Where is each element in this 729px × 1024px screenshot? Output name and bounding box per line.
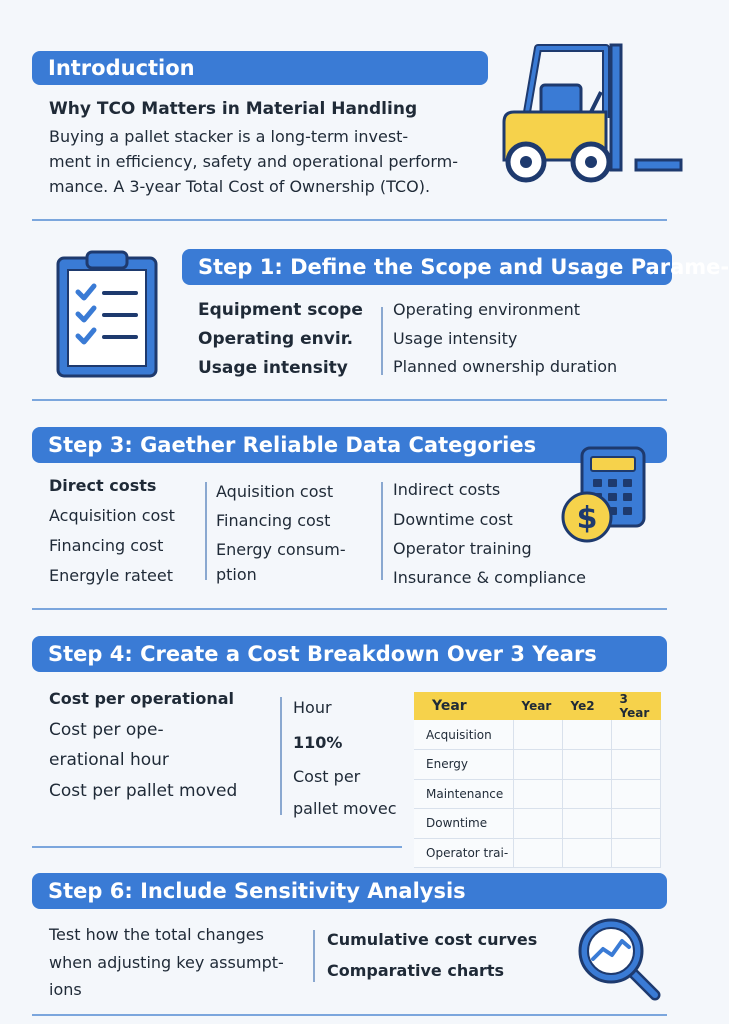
intro-line-2: ment in efficiency, safety and operational perform- bbox=[49, 152, 459, 171]
step4-banner: Step 4: Create a Cost Breakdown Over 3 Years bbox=[32, 636, 667, 672]
step1-right-3: Planned ownership duration bbox=[393, 357, 618, 376]
step1-left-2: Operating envir. bbox=[198, 329, 354, 349]
step4-left-3: Cost per pallet moved bbox=[49, 781, 238, 801]
table-row-label: Maintenance bbox=[414, 779, 514, 809]
step4-left-2: erational hour bbox=[49, 750, 169, 770]
step6-left-2: when adjusting key assumpt- bbox=[49, 953, 284, 972]
step4-left-1: Cost per ope- bbox=[49, 720, 164, 740]
step1-right-1: Operating environment bbox=[393, 300, 580, 319]
table-cell bbox=[514, 809, 563, 839]
cost-breakdown-table bbox=[414, 692, 661, 868]
table-cell bbox=[612, 809, 661, 839]
table-cell bbox=[563, 779, 612, 809]
step3-col2-1: Aquisition cost bbox=[216, 482, 334, 501]
divider-1 bbox=[32, 219, 667, 221]
step3-banner: Step 3: Gaether Reliable Data Categories bbox=[32, 427, 667, 463]
step4-mid-1: Hour bbox=[293, 698, 332, 717]
table-row bbox=[414, 750, 661, 780]
table-cell bbox=[514, 779, 563, 809]
svg-text:$: $ bbox=[576, 501, 598, 536]
step3-col2-2: Financing cost bbox=[216, 511, 331, 530]
table-cell bbox=[514, 838, 563, 868]
intro-line-3: mance. A 3-year Total Cost of Ownership (TCO). bbox=[49, 177, 431, 196]
step3-col1-1: Acquisition cost bbox=[49, 506, 175, 525]
step3-col1-3: Energyle rateet bbox=[49, 566, 174, 585]
table-cell bbox=[612, 750, 661, 780]
table-header-year-3: 3 Year bbox=[612, 692, 661, 720]
table-row bbox=[414, 720, 661, 750]
step1-left-1: Equipment scope bbox=[198, 300, 363, 320]
step6-right-1: Cumulative cost curves bbox=[327, 930, 538, 949]
step3-separator-2 bbox=[381, 482, 383, 580]
calculator-dollar-icon bbox=[560, 445, 650, 545]
step1-separator bbox=[381, 307, 383, 375]
step3-col3-1: Indirect costs bbox=[393, 480, 501, 499]
table-row bbox=[414, 779, 661, 809]
step4-mid-2: 110% bbox=[293, 733, 343, 752]
table-header-year-1: Year bbox=[514, 692, 563, 720]
table-row-label: Energy bbox=[414, 750, 514, 780]
step6-right-2: Comparative charts bbox=[327, 961, 505, 980]
step6-left-3: ions bbox=[49, 980, 82, 999]
step1-right-2: Usage intensity bbox=[393, 329, 518, 348]
step3-col3-3: Operator training bbox=[393, 539, 532, 558]
step4-left-head: Cost per operational bbox=[49, 689, 235, 708]
step6-left-1: Test how the total changes bbox=[49, 925, 264, 944]
step3-separator-1 bbox=[205, 482, 207, 580]
step4-mid-3: Cost per bbox=[293, 767, 361, 786]
table-row bbox=[414, 838, 661, 868]
step1-banner: Step 1: Define the Scope and Usage Parame- bbox=[182, 249, 672, 285]
divider-2 bbox=[32, 399, 667, 401]
step3-col2-3: Energy consum- bbox=[216, 540, 346, 559]
table-cell bbox=[514, 750, 563, 780]
table-row bbox=[414, 809, 661, 839]
step3-col3-2: Downtime cost bbox=[393, 510, 513, 529]
step6-separator bbox=[313, 930, 315, 982]
step1-left-3: Usage intensity bbox=[198, 358, 348, 378]
table-row-label: Acquisition bbox=[414, 720, 514, 750]
step3-col3-4: Insurance & compliance bbox=[393, 568, 586, 587]
table-cell bbox=[563, 838, 612, 868]
step6-banner: Step 6: Include Sensitivity Analysis bbox=[32, 873, 667, 909]
table-header-row bbox=[414, 692, 661, 720]
clipboard-checklist-icon bbox=[52, 248, 162, 380]
table-cell bbox=[514, 720, 563, 750]
step4-mid-4: pallet movec bbox=[293, 799, 397, 818]
divider-3 bbox=[32, 608, 667, 610]
intro-heading: Why TCO Matters in Material Handling bbox=[49, 99, 418, 119]
table-cell bbox=[563, 750, 612, 780]
magnifier-chart-icon bbox=[575, 915, 665, 1003]
step4-separator bbox=[280, 697, 282, 815]
forklift-icon bbox=[496, 40, 686, 185]
step3-col1-2: Financing cost bbox=[49, 536, 164, 555]
table-cell bbox=[563, 809, 612, 839]
table-cell bbox=[612, 720, 661, 750]
table-header-year-2: Ye2 bbox=[563, 692, 612, 720]
intro-line-1: Buying a pallet stacker is a long-term invest- bbox=[49, 127, 409, 146]
intro-banner: Introduction bbox=[32, 51, 488, 85]
step3-col1-head: Direct costs bbox=[49, 476, 157, 495]
table-cell bbox=[612, 779, 661, 809]
table-row-label: Operator trai- bbox=[414, 838, 514, 868]
divider-4 bbox=[32, 846, 402, 848]
step3-col2-4: ption bbox=[216, 565, 257, 584]
table-cell bbox=[563, 720, 612, 750]
table-row-label: Downtime bbox=[414, 809, 514, 839]
table-cell bbox=[612, 838, 661, 868]
table-header-year: Year bbox=[414, 692, 514, 720]
divider-5 bbox=[32, 1014, 667, 1016]
